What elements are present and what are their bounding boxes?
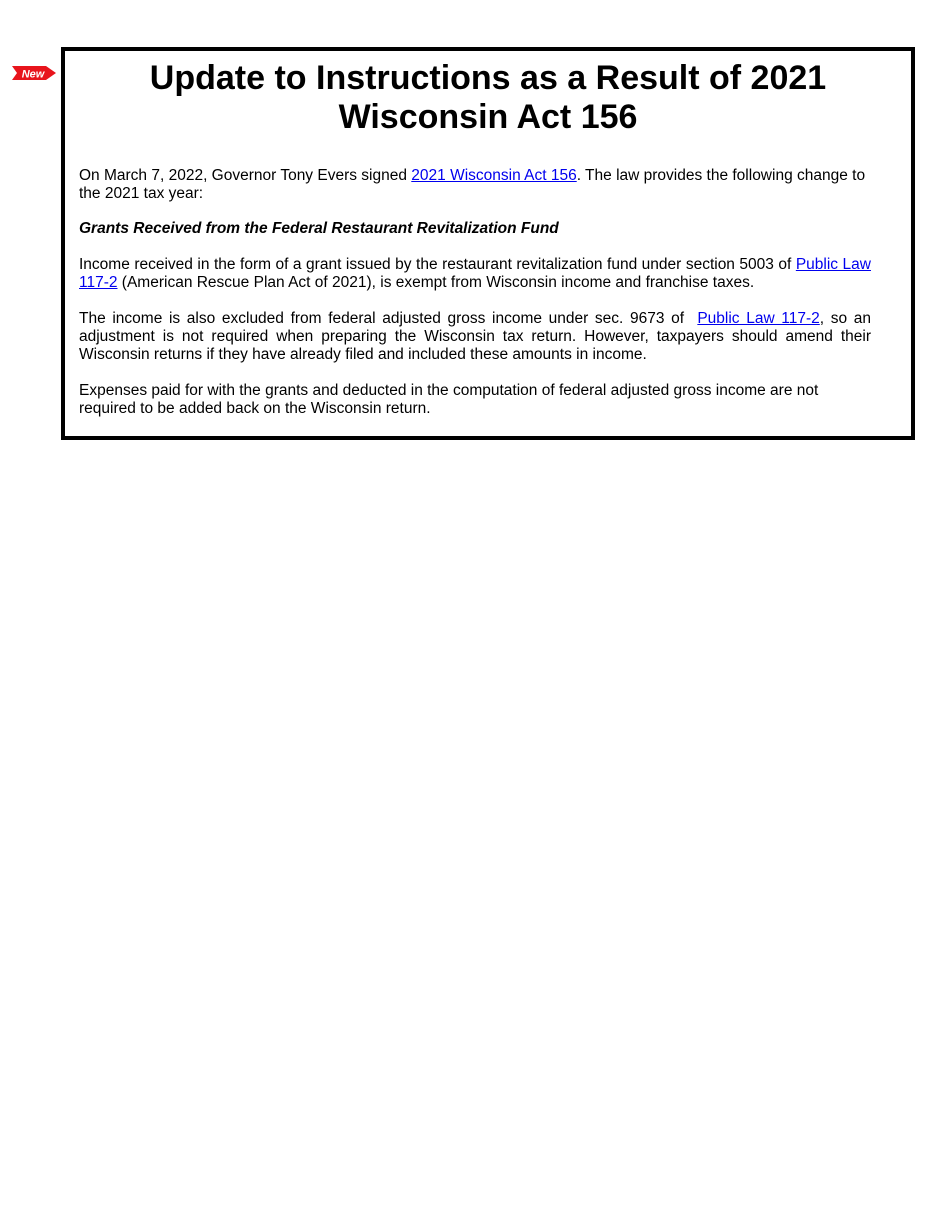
- public-law-link-1[interactable]: Public Law 117-2: [79, 256, 871, 291]
- update-notice-box: [61, 47, 915, 440]
- public-law-link-2[interactable]: Public Law 117-2: [697, 310, 820, 327]
- expenses-paragraph: Expenses paid for with the grants and deducted in the computation of federal adjusted gross income are not required to be added back on the Wisconsin return.: [79, 382, 819, 417]
- federal-exclusion-paragraph: [79, 310, 871, 364]
- federal-text-start: The income is also excluded from federal adjusted gross income under sec. 9673 of: [79, 310, 698, 327]
- notice-title-line1: Update to Instructions as a Result of 2021: [149, 59, 827, 97]
- exemption-text-start: Income received in the form of a grant issued by the restaurant revitalization fund under section 5003 of: [79, 256, 796, 273]
- intro-text-start: On March 7, 2022, Governor Tony Evers signed: [79, 167, 412, 184]
- notice-title: [79, 59, 871, 137]
- federal-text-end: , so an adjustment is not required when preparing the Wisconsin tax return. However, taxpayers should amend their Wisconsin returns if they have already filed and included these amounts in income.: [79, 310, 871, 363]
- new-badge-label: New: [21, 68, 45, 81]
- exemption-paragraph: [79, 256, 871, 292]
- notice-title-line2: Wisconsin Act 156: [338, 98, 638, 136]
- intro-paragraph: [79, 167, 871, 203]
- section-subheading: Grants Received from the Federal Restaurant Revitalization Fund: [79, 220, 559, 237]
- new-badge-icon: [12, 64, 58, 82]
- intro-text-end: . The law provides the following change to the 2021 tax year:: [79, 167, 866, 202]
- exemption-text-end: (American Rescue Plan Act of 2021), is exempt from Wisconsin income and franchise taxes.: [117, 274, 755, 291]
- act-156-link[interactable]: 2021 Wisconsin Act 156: [411, 167, 577, 184]
